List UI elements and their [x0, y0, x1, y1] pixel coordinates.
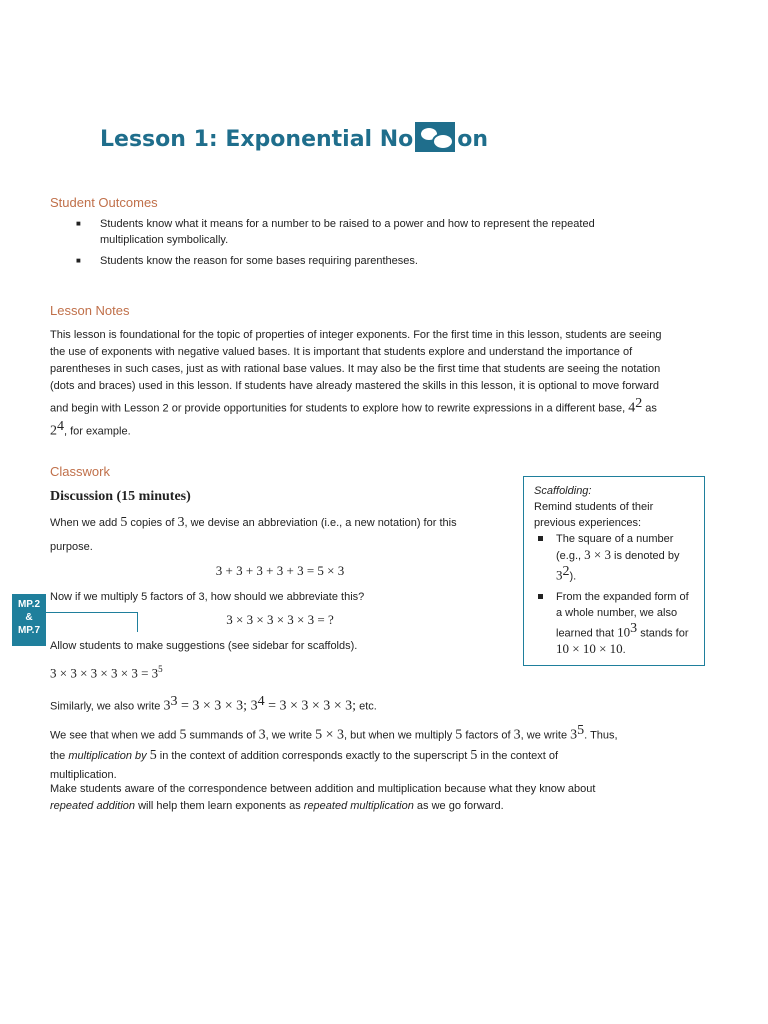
scaffolding-sidebar: [523, 476, 705, 666]
bullet-icon: [538, 536, 543, 541]
outcome-item-2: [76, 253, 660, 269]
p5-n2: 3: [258, 727, 266, 743]
classwork-p2: Now if we multiply 5 factors of 3, how should we abbreviate this?: [50, 591, 365, 603]
classwork-heading: Classwork: [50, 464, 110, 479]
p4-math-d: = 3 × 3 × 3 × 3;: [264, 698, 357, 714]
p1-num-5: 5: [120, 515, 128, 530]
p5-n1: 5: [179, 727, 187, 743]
p6-e: as we go forward.: [413, 800, 504, 812]
page-title: [100, 122, 488, 152]
scaffolding-item-1: [556, 531, 694, 585]
speech-bubbles-icon: [415, 122, 455, 152]
p4-math-c: = 3 × 3 × 3; 3: [177, 698, 258, 714]
eq3-base: 3 × 3 × 3 × 3 × 3 = 3: [50, 665, 159, 681]
p4-base: 3: [163, 698, 171, 714]
student-outcomes-heading: Student Outcomes: [50, 195, 158, 210]
scaffolding-title: [534, 483, 694, 499]
mp-badge-line3: MP.7: [17, 625, 41, 636]
p5-i: multiplication by: [68, 749, 147, 762]
p6-b: repeated addition: [50, 800, 136, 812]
outcome-text-1: Students know what it means for a number to be raised to a power and how to represent the repeated multiplication symbolically.: [100, 218, 595, 246]
equation-addition: 3 + 3 + 3 + 3 + 3 = 5 × 3: [215, 563, 345, 578]
sc2-b: stands for: [637, 627, 689, 640]
p5-k: in the context of addition corresponds exactly to the superscript: [156, 749, 471, 762]
example-end-text: , for example.: [64, 425, 131, 438]
sc1-b: is denoted by: [610, 550, 680, 562]
p1-text-a: When we add: [50, 517, 121, 529]
p1-num-3: 3: [177, 515, 185, 530]
discussion-heading: Discussion (15 minutes): [50, 489, 191, 504]
equation-multiplication: 3 × 3 × 3 × 3 × 3 = ?: [226, 612, 334, 627]
p5-n4: 3: [513, 727, 521, 743]
bullet-icon: ■: [76, 219, 81, 228]
outcome-item-1: [76, 216, 660, 248]
math-2: 2: [50, 423, 57, 439]
sc1-c: ).: [569, 570, 577, 583]
sc1-m: 3 × 3: [584, 547, 611, 562]
title-text-2: on: [457, 127, 489, 152]
p5-e: factors of: [462, 729, 514, 742]
scaffolding-list: [534, 531, 694, 658]
scaffolding-title-text: Scaffolding:: [534, 485, 592, 497]
p6-d: repeated multiplication: [303, 800, 414, 812]
p5-pb: 3: [570, 727, 578, 743]
p5-l: in the context of: [477, 749, 559, 762]
sc1-a: The square of a number (e.g.,: [556, 533, 674, 562]
mp-badge-line1: MP.2: [17, 599, 41, 610]
p6-c: will help them learn exponents as: [135, 800, 304, 812]
sc2-pb: 10: [617, 624, 631, 640]
sc2-m: 10 × 10 × 10: [556, 641, 623, 657]
eq3-exp: 5: [158, 664, 163, 674]
math-4: 4: [628, 400, 636, 416]
mp-badge: [12, 594, 46, 646]
mp-connector-vertical: [137, 612, 138, 632]
p5-g: . Thus,: [584, 729, 618, 742]
math-exp-4: 4: [57, 418, 64, 434]
p4-exp-4: 4: [257, 694, 265, 709]
p5-h: the: [50, 749, 69, 762]
sc1-pe: 2: [562, 564, 570, 579]
p5-f: , we write: [520, 729, 571, 742]
p5-n3: 5: [455, 727, 463, 743]
mp-connector: [46, 612, 138, 613]
bullet-icon: [538, 594, 543, 599]
p5-pe: 5: [577, 723, 585, 738]
p5-b: summands of: [186, 729, 259, 742]
p5-n6: 5: [470, 747, 478, 763]
mp-badge-line2: &: [25, 612, 33, 623]
lesson-notes-heading: Lesson Notes: [50, 303, 130, 318]
p4-text-a: Similarly, we also write: [50, 700, 164, 713]
p5-n5: 5: [149, 747, 157, 763]
sc2-c: .: [622, 644, 626, 657]
classwork-p6: [50, 781, 670, 815]
p4-text-e: etc.: [356, 700, 377, 713]
p5-m: multiplication.: [50, 768, 117, 781]
sc2-a: From the expanded form of a whole number, we also learned that: [556, 590, 689, 640]
classwork-p4: [50, 693, 520, 716]
sc2-pe: 3: [630, 620, 638, 636]
p5-m1: 5 × 3: [315, 727, 344, 743]
p4-exp-3: 3: [170, 694, 178, 709]
lesson-notes-text: This lesson is foundational for the topic of properties of integer exponents. For the first time in this lesson, students are seeing the use of exponents with negative valued bases. It is important that students explore and understand the importance of parentheses in such cases, just as with rational base values. It may also be the first time that students are seeing the notation (dots and braces) used in this lesson. If students have already mastered the skills in this lesson, it is optional to move forward and begin with Lesson 2 or provide opportunities for students to explore how to rewrite expressions in a different base,: [50, 329, 662, 415]
classwork-p1-end: purpose.: [50, 541, 93, 553]
title-text-1: Lesson 1: Exponential No: [100, 127, 414, 152]
outcome-text-2: Students know the reason for some bases requiring parentheses.: [100, 255, 418, 267]
scaffolding-item-2: [556, 589, 694, 659]
classwork-p5: [50, 721, 670, 785]
as-text: as: [642, 402, 657, 415]
p5-a: We see that when we add: [50, 729, 180, 742]
sc1-pb: 3: [556, 567, 563, 583]
math-exp-2: 2: [635, 396, 643, 411]
p1-text-c: , we devise an abbreviation (i.e., a new notation) for this: [184, 517, 457, 529]
bullet-icon: ■: [76, 256, 81, 265]
scaffolding-intro: Remind students of their previous experiences:: [534, 501, 654, 529]
equation-power: [50, 664, 163, 681]
classwork-p3: Allow students to make suggestions (see sidebar for scaffolds).: [50, 640, 358, 652]
p5-c: , we write: [265, 729, 316, 742]
p1-text-b: copies of: [127, 517, 178, 529]
classwork-p1: [50, 514, 510, 532]
lesson-notes-paragraph: [50, 327, 670, 440]
p6-a: Make students aware of the correspondence between addition and multiplication because what they know about: [50, 783, 596, 795]
p5-d: , but when we multiply: [344, 729, 456, 742]
